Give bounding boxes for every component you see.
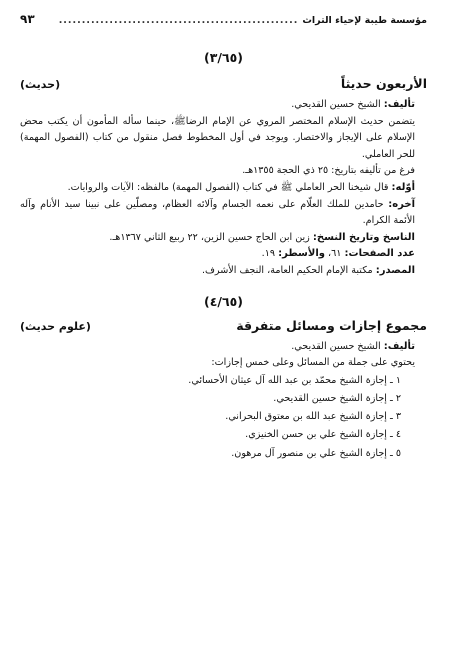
description-paragraph: يتضمن حديث الإسلام المختصر المروي عن الإمام الرضاﷺ، حينما سأله المأمون أن يكتب محض الإسلام على الإيجاز والاختصار. ويوجد في أول المخطوط فصل منقول من كتاب (الفصول المهمة) للحر العاملي. (20, 115, 415, 160)
entry-title: مجموع إجازات ومسائل متفرقة (236, 317, 427, 333)
finish-date: فرغ من تأليفه بتاريخ: ٢٥ ذي الحجة ١٣٥٥هـ. (242, 165, 415, 177)
first-label: أوّله: (391, 181, 415, 193)
entry-title: الأربعون حديثاً (340, 76, 427, 91)
list-item: ٥ ـ إجازة الشيخ علي بن منصور آل مرهون. (231, 447, 401, 459)
author-label: تأليف: (383, 99, 415, 110)
running-header (20, 12, 427, 28)
source-label: المصدر: (375, 264, 415, 276)
pages-label: عدد الصفحات: (344, 248, 415, 260)
first-text: قال شيخنا الحر العاملي ﷺ في كتاب (الفصول المهمة) مالفظه: الآيات والروايات. (67, 181, 389, 193)
author-line (20, 97, 427, 114)
publisher-name: مؤسسة طيبة لإحياء التراث (302, 15, 427, 26)
author-line (20, 339, 427, 356)
entry-number: (٤/٦٥) (204, 293, 243, 309)
author-label: تأليف: (383, 340, 415, 352)
list-item: ٣ ـ إجازة الشيخ عبد الله بن معتوق البحراني. (225, 411, 401, 423)
list-item: ٤ ـ إجازة الشيخ علي بن حسن الخنيزي. (245, 429, 401, 441)
entry-title-row (20, 318, 427, 333)
description-paragraph: يحتوي على جملة من المسائل وعلى خمس إجازات: (211, 357, 415, 369)
header-dots: .................................................... (58, 15, 299, 26)
entry-category: (علوم حديث) (20, 319, 91, 333)
first-line (20, 180, 427, 197)
entry-category: (حديث) (20, 78, 61, 91)
lines-value: ١٩. (261, 248, 276, 260)
page-number: ٩٣ (20, 12, 35, 26)
author-name: الشيخ حسين القديحي. (291, 340, 381, 352)
source-line (20, 263, 427, 280)
last-text: حامدين للملك العلّام على نعمه الجسام وآلائه العظام، ومصلّين على نبينا سيد الأنام وآله الأئمة الكرام. (20, 198, 415, 227)
entry-number: (٣/٦٥) (204, 50, 243, 65)
last-line (20, 197, 427, 230)
copyist-text: زين ابن الحاج حسين الزين، ٢٢ ربيع الثاني ١٣٦٧هـ. (109, 231, 310, 243)
list-item: ٢ ـ إجازة الشيخ حسين القديحي. (273, 392, 401, 404)
entry-title-row (20, 76, 427, 91)
author-name: الشيخ حسين القديحي. (291, 99, 381, 110)
last-label: آخره: (388, 198, 416, 210)
ijaza-list (20, 372, 427, 463)
page-count-line (20, 246, 427, 263)
source-text: مكتبة الإمام الحكيم العامة، النجف الأشرف. (201, 264, 373, 276)
pages-value: ٦١، (328, 248, 342, 260)
copyist-line (20, 230, 427, 247)
copyist-label: الناسخ وتاريخ النسخ: (312, 231, 415, 243)
lines-label: والأسطر: (278, 248, 325, 260)
list-item: ١ ـ إجازة الشيخ محمّد بن عبد الله آل عيثان الأحسائي. (188, 374, 401, 386)
